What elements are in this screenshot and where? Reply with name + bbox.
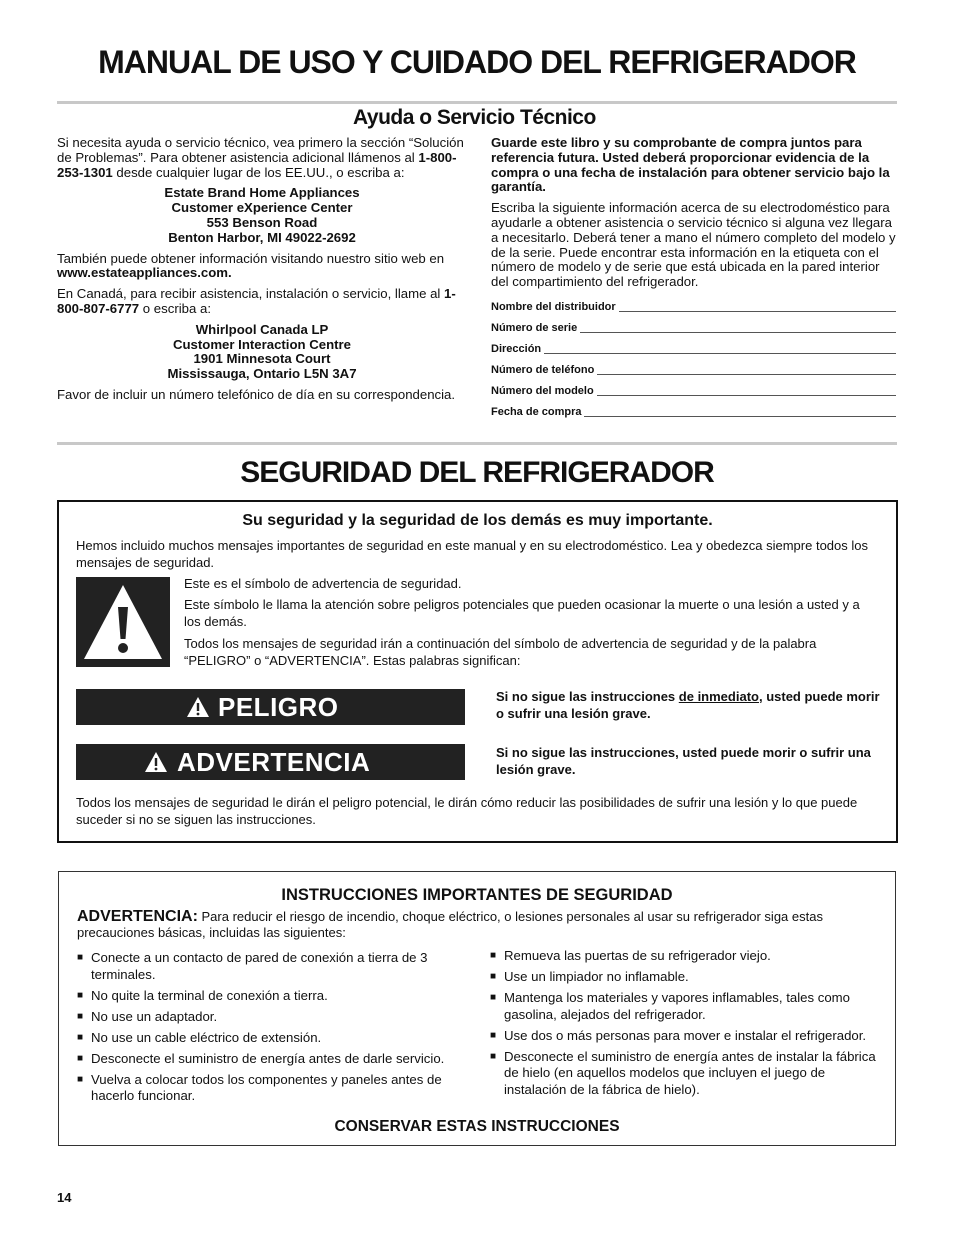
list-item: ■ Vuelva a colocar todos los componentes y paneles antes de hacerlo funcionar. (77, 1072, 472, 1105)
form-field-model[interactable]: Número del modelo (491, 378, 896, 399)
help-right-column (491, 136, 896, 420)
safety-box-heading: Su seguridad y la seguridad de los demás es muy importante. (242, 512, 713, 529)
instructions-warning: ADVERTENCIA: Para reducir el riesgo de incendio, choque eléctrico, o lesiones personales al usar su refrigerador siga estas precauciones básicas, incluidas las siguientes: (77, 908, 823, 940)
canada-address: Whirlpool Canada LP Customer Interaction Centre 1901 Minnesota Court Mississauga, Ontario L5N 3A7 (167, 321, 357, 382)
canada-info: En Canadá, para recibir asistencia, instalación o servicio, llame al 1-800-807-6777 o escriba a: (57, 286, 456, 316)
help-intro: Si necesita ayuda o servicio técnico, vea primero la sección “Solución de Problemas”. Para obtener asistencia adicional llámenos al 1-800-253-1301 desde cualquier lugar de los EE.UU., o escriba a: (57, 135, 464, 180)
symbol-text-3: Todos los mensajes de seguridad irán a continuación del símbolo de advertencia de seguridad y de la palabra “PELIGRO” o “ADVERTENCIA”. Estas palabras significan: (184, 636, 817, 668)
list-item: ■ No use un cable eléctrico de extensión. (77, 1030, 472, 1047)
form-field-serial[interactable]: Número de serie (491, 315, 896, 336)
web-info: También puede obtener información visitando nuestro sitio web en www.estateappliances.com. (57, 250, 445, 281)
keep-book-note: Guarde este libro y su comprobante de compra juntos para referencia futura. Usted deberá proporcionar evidencia de la compra o una fecha de instalación para obtener servicio bajo la garantía. (491, 135, 890, 195)
help-heading: Ayuda o Servicio Técnico (353, 106, 596, 129)
list-item: ■ Use dos o más personas para mover e instalar el refrigerador. (490, 1028, 880, 1045)
list-item: ■ Mantenga los materiales y vapores inflamables, tales como gasolina, alejados del refrigerador. (490, 990, 880, 1023)
form-field-purchase-date[interactable]: Fecha de compra (491, 399, 896, 420)
list-item: ■ Remueva las puertas de su refrigerador viejo. (490, 948, 880, 965)
website-link[interactable]: www.estateappliances.com. (57, 265, 232, 281)
safety-alert-symbol (76, 577, 170, 667)
instructions-heading: INSTRUCCIONES IMPORTANTES DE SEGURIDAD (281, 886, 673, 904)
warning-bar (76, 744, 465, 780)
symbol-text-2: Este símbolo le llama la atención sobre peligros potenciales que pueden ocasionar la muerte o una lesión a usted y a los demás. (184, 597, 860, 629)
us-address: Estate Brand Home Appliances Customer eXperience Center 553 Benson Road Benton Harbor, MI 49022-2692 (164, 185, 360, 245)
form-field-address[interactable]: Dirección (491, 336, 896, 357)
list-item: ■ No quite la terminal de conexión a tierra. (77, 988, 472, 1005)
list-item: ■ Desconecte el suministro de energía antes de darle servicio. (77, 1051, 472, 1068)
instructions-right-list (490, 948, 880, 1103)
help-left-column (57, 136, 467, 409)
us-phone: 1-800-253-1301 (57, 149, 457, 180)
divider (57, 101, 897, 104)
canada-phone: 1-800-807-6777 (57, 286, 456, 316)
divider (57, 442, 897, 445)
instructions-left-list (77, 950, 472, 1109)
warning-triangle-icon (144, 751, 168, 773)
page-number: 14 (57, 1190, 72, 1205)
danger-bar (76, 689, 465, 725)
list-item: ■ Desconecte el suministro de energía antes de instalar la fábrica de hielo (en aquellos modelos que incluyen el juego de instalación de la fábrica de hielo). (490, 1049, 880, 1099)
important-instructions-box (58, 871, 896, 1146)
safety-title: SEGURIDAD DEL REFRIGERADOR (240, 456, 714, 489)
include-phone-note: Favor de incluir un número telefónico de día en su correspondencia. (57, 386, 456, 402)
list-item: ■ No use un adaptador. (77, 1009, 472, 1026)
write-info-note: Escriba la siguiente información acerca de su electrodoméstico para ayudarle a obtener asistencia o servicio técnico si alguna vez llegara a necesitarlo. Deberá tener a mano el número completo del modelo y de la serie. Puede encontrar esta información en la etiqueta con el número de modelo y de serie que está ubicada en la pared interior del compartimiento del refrigerador. (491, 200, 896, 290)
safety-intro: Hemos incluido muchos mensajes importantes de seguridad en este manual y en su electrodoméstico. Lea y obedezca siempre todos los mensajes de seguridad. (76, 538, 868, 570)
instructions-footer: CONSERVAR ESTAS INSTRUCCIONES (334, 1118, 620, 1135)
warning-text: Si no sigue las instrucciones, usted puede morir o sufrir una lesión grave. (496, 745, 871, 777)
list-item: ■ Conecte a un contacto de pared de conexión a tierra de 3 terminales. (77, 950, 472, 983)
danger-label: PELIGRO (218, 691, 339, 722)
form-field-phone[interactable]: Número de teléfono (491, 357, 896, 378)
safety-closing: Todos los mensajes de seguridad le dirán el peligro potencial, le dirán cómo reducir las posibilidades de sufrir una lesión y lo que puede suceder si no se siguen las instrucciones. (76, 795, 858, 827)
warning-triangle-icon (76, 577, 170, 667)
safety-box (57, 500, 898, 843)
info-form (491, 294, 896, 420)
symbol-text-1: Este es el símbolo de advertencia de seguridad. (184, 576, 462, 591)
warning-label: ADVERTENCIA (177, 746, 371, 777)
danger-text: Si no sigue las instrucciones de inmediato, usted puede morir o sufrir una lesión grave. (496, 689, 880, 721)
form-field-distributor[interactable]: Nombre del distribuidor (491, 294, 896, 315)
list-item: ■ Use un limpiador no inflamable. (490, 969, 880, 986)
page-title: MANUAL DE USO Y CUIDADO DEL REFRIGERADOR (98, 44, 856, 80)
warning-triangle-icon (186, 696, 210, 718)
